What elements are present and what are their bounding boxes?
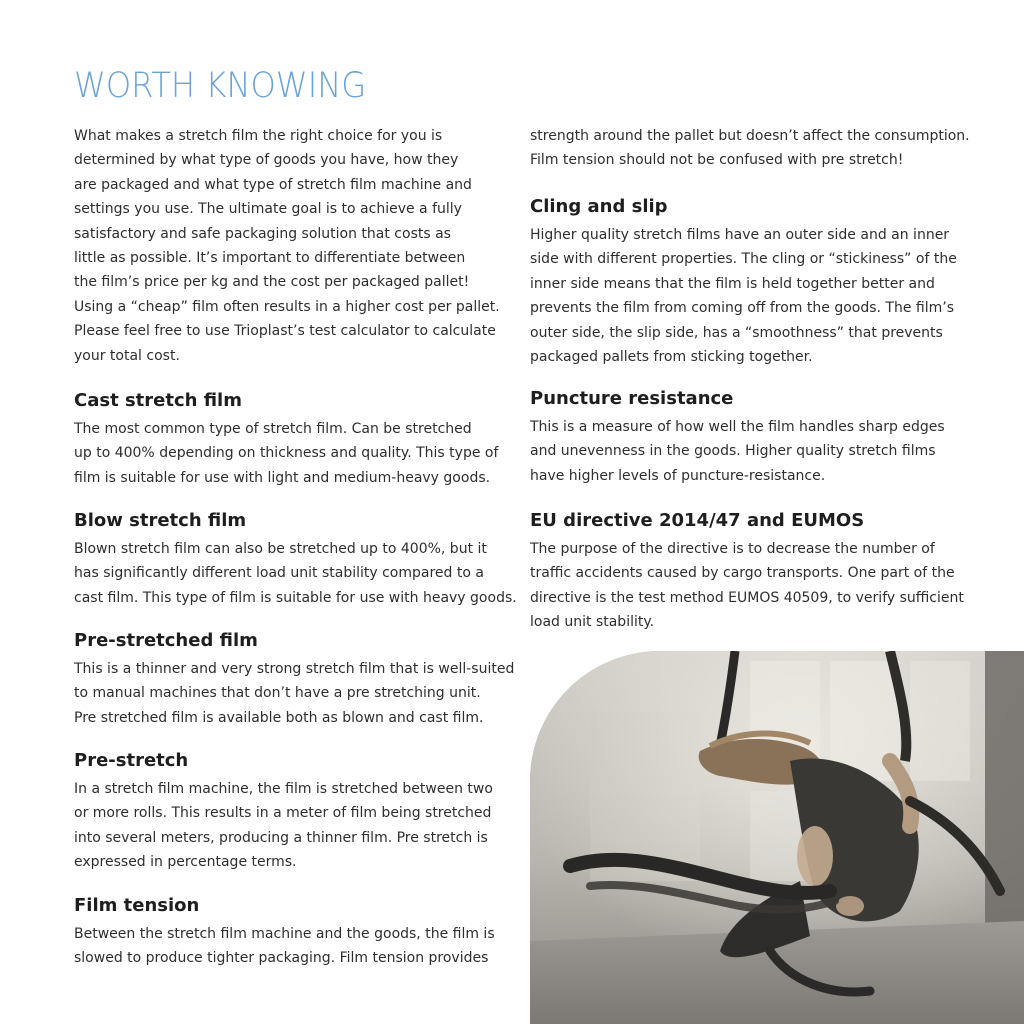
- intro-line: What makes a stretch film the right choice for you is: [74, 128, 443, 144]
- section-cast: [74, 389, 514, 490]
- intro-line: Using a “cheap” film often results in a higher cost per pallet.: [74, 298, 500, 315]
- section-line: This is a thinner and very strong stretch film that is well-suited: [74, 661, 515, 677]
- section-line: This is a measure of how well the film handles sharp edges: [530, 419, 945, 435]
- section-line: side with different properties. The cling or “stickiness” of the: [530, 251, 957, 268]
- section-line: up to 400% depending on thickness and quality. This type of: [74, 445, 499, 462]
- section-line: The purpose of the directive is to decrease the number of: [530, 541, 935, 557]
- section-line: traffic accidents caused by cargo transports. One part of the: [530, 565, 955, 582]
- section-heading: Cast stretch film: [74, 390, 242, 411]
- section-line: into several meters, producing a thinner film. Pre stretch is: [74, 829, 488, 846]
- section-paragraph: [74, 657, 514, 730]
- section-line: packaged pallets from sticking together.: [530, 349, 813, 366]
- section-paragraph: [530, 223, 970, 369]
- section-line: slowed to produce tighter packaging. Film tension provides: [74, 950, 489, 967]
- section-line: cast film. This type of film is suitable for use with heavy goods.: [74, 589, 517, 606]
- section-line: Blown stretch film can also be stretched up to 400%, but it: [74, 541, 487, 557]
- dancer-photo: [530, 651, 1024, 1024]
- intro-line: little as possible. It’s important to differentiate between: [74, 250, 466, 267]
- section-tension-continued: [530, 124, 970, 173]
- intro-block: [74, 124, 514, 368]
- section-heading: Cling and slip: [530, 196, 668, 217]
- section-line: Between the stretch film machine and the goods, the film is: [74, 926, 495, 942]
- section-eu: [530, 509, 970, 635]
- intro-line: settings you use. The ultimate goal is to achieve a fully: [74, 201, 462, 218]
- section-line: and unevenness in the goods. Higher quality stretch films: [530, 443, 936, 460]
- section-line: Pre stretched film is available both as blown and cast film.: [74, 709, 484, 726]
- section-paragraph: [74, 537, 517, 610]
- section-heading: Film tension: [74, 895, 200, 916]
- dancer-photo-illustration: [530, 651, 1024, 1024]
- section-paragraph: [74, 417, 514, 490]
- section-puncture: [530, 387, 970, 488]
- section-prestretch: [74, 749, 514, 875]
- section-line: has significantly different load unit stability compared to a: [74, 565, 484, 582]
- section-line: have higher levels of puncture-resistance.: [530, 467, 826, 484]
- intro-line: Please feel free to use Trioplast’s test calculator to calculate: [74, 323, 496, 340]
- section-paragraph: [530, 124, 970, 173]
- section-line: prevents the film from coming off from the goods. The film’s: [530, 300, 954, 317]
- section-paragraph: [530, 415, 970, 488]
- section-heading: Puncture resistance: [530, 388, 734, 409]
- section-line: strength around the pallet but doesn’t affect the consumption.: [530, 128, 970, 144]
- section-line: In a stretch film machine, the film is stretched between two: [74, 781, 493, 797]
- section-prestretched: [74, 629, 514, 730]
- section-paragraph: [74, 777, 514, 875]
- section-line: The most common type of stretch film. Can be stretched: [74, 421, 472, 437]
- section-heading: EU directive 2014/47 and EUMOS: [530, 510, 865, 531]
- intro-line: determined by what type of goods you have, how they: [74, 152, 459, 169]
- section-heading: Pre-stretched film: [74, 630, 258, 651]
- section-tension: [74, 894, 514, 971]
- section-line: load unit stability.: [530, 614, 655, 631]
- intro-line: are packaged and what type of stretch film machine and: [74, 176, 472, 193]
- section-line: expressed in percentage terms.: [74, 854, 297, 871]
- intro-line: your total cost.: [74, 347, 180, 364]
- section-line: to manual machines that don’t have a pre stretching unit.: [74, 685, 481, 702]
- section-paragraph: [530, 537, 970, 635]
- intro-line: satisfactory and safe packaging solution that costs as: [74, 225, 451, 242]
- intro-paragraph: [74, 124, 514, 368]
- section-paragraph: [74, 922, 514, 971]
- section-heading: Blow stretch film: [74, 510, 247, 531]
- section-line: or more rolls. This results in a meter of film being stretched: [74, 805, 492, 822]
- section-blow: [74, 509, 517, 610]
- page-title: WORTH KNOWING: [74, 66, 367, 106]
- section-line: outer side, the slip side, has a “smoothness” that prevents: [530, 324, 943, 341]
- section-line: Film tension should not be confused with pre stretch!: [530, 152, 904, 169]
- section-cling: [530, 195, 970, 369]
- section-line: directive is the test method EUMOS 40509, to verify sufficient: [530, 589, 964, 606]
- section-heading: Pre-stretch: [74, 750, 189, 771]
- section-line: film is suitable for use with light and medium-heavy goods.: [74, 469, 491, 486]
- intro-line: the film’s price per kg and the cost per packaged pallet!: [74, 274, 470, 291]
- section-line: inner side means that the film is held together better and: [530, 275, 935, 292]
- section-line: Higher quality stretch films have an outer side and an inner: [530, 227, 950, 243]
